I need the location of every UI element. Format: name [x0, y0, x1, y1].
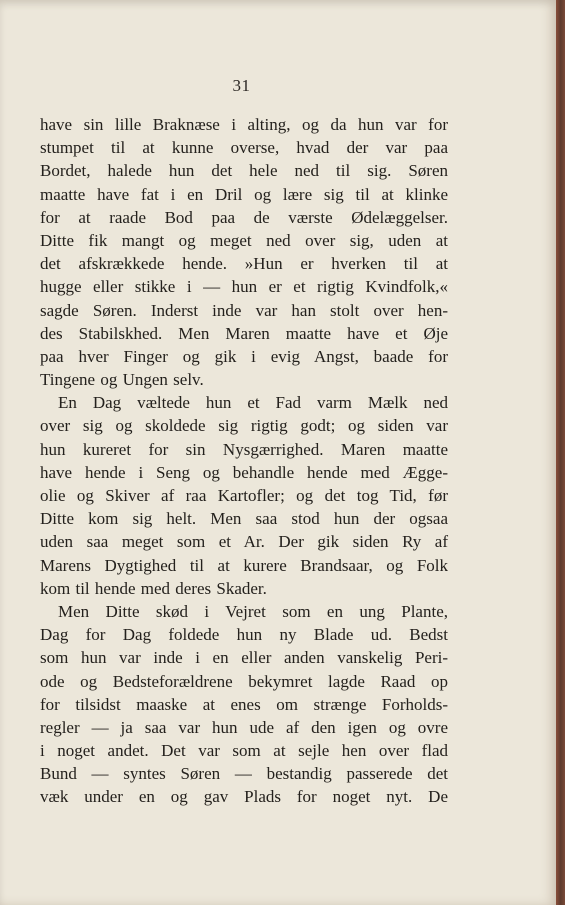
text-line: stumpet til at kunne overse, hvad der var paa [40, 138, 448, 158]
text-line: ode og Bedsteforældrene bekymret lagde Raad op [40, 671, 448, 691]
text-line: Marens Dygtighed til at kurere Brandsaar, og Folk [40, 555, 448, 575]
text-line: paa hver Finger og gik i evig Angst, baade for [40, 346, 448, 366]
text-line: som hun var inde i en eller anden vanskelig Peri- [40, 648, 448, 668]
text-line: for tilsidst maaske at enes om strænge Forholds- [40, 694, 448, 714]
text-line: det afskrækkede hende. »Hun er hverken til at [40, 254, 448, 274]
text-line: kom til hende med deres Skader. [40, 578, 267, 598]
text-line: væk under en og gav Plads for noget nyt. De [40, 787, 448, 807]
text-line: Ditte kom sig helt. Men saa stod hun der ogsaa [40, 509, 448, 529]
text-line: Tingene og Ungen selv. [40, 370, 204, 390]
text-line: regler — ja saa var hun ude af den igen og ovre [40, 717, 448, 737]
text-line: have hende i Seng og behandle hende med Ægge- [40, 462, 448, 482]
text-line: maatte have fat i en Dril og lære sig til at klinke [40, 184, 448, 204]
text-line: for at raade Bod paa de værste Ødelæggelser. [40, 207, 448, 227]
page-number: 31 [232, 76, 251, 95]
text-line: Bund — syntes Søren — bestandig passerede det [40, 764, 448, 784]
text-line: hugge eller stikke i — hun er et rigtig Kvindfolk,« [40, 277, 448, 297]
text-line: hun kureret for sin Nysgærrighed. Maren maatte [40, 439, 448, 459]
text-line: have sin lille Braknæse i alting, og da hun var for [40, 115, 448, 134]
text-line: Dag for Dag foldede hun ny Blade ud. Bedst [40, 625, 448, 645]
body-text [40, 113, 448, 809]
text-line: i noget andet. Det var som at sejle hen over flad [40, 741, 448, 761]
text-line: Men Ditte skød i Vejret som en ung Plante, [58, 601, 448, 621]
text-line: olie og Skiver af raa Kartofler; og det tog Tid, før [40, 486, 448, 505]
text-line: uden saa meget som et Ar. Der gik siden Ry af [40, 532, 448, 552]
text-line: sagde Søren. Inderst inde var han stolt over hen- [40, 300, 448, 320]
text-line: over sig og skoldede sig rigtig godt; og siden var [40, 416, 448, 436]
text-line: Bordet, halede hun det hele ned til sig. Søren [40, 161, 448, 181]
text-line: En Dag væltede hun et Fad varm Mælk ned [58, 393, 448, 413]
text-line: Ditte fik mangt og meget ned over sig, uden at [40, 230, 448, 250]
book-edge [556, 0, 565, 905]
text-line: des Stabilskhed. Men Maren maatte have et Øje [40, 323, 448, 343]
